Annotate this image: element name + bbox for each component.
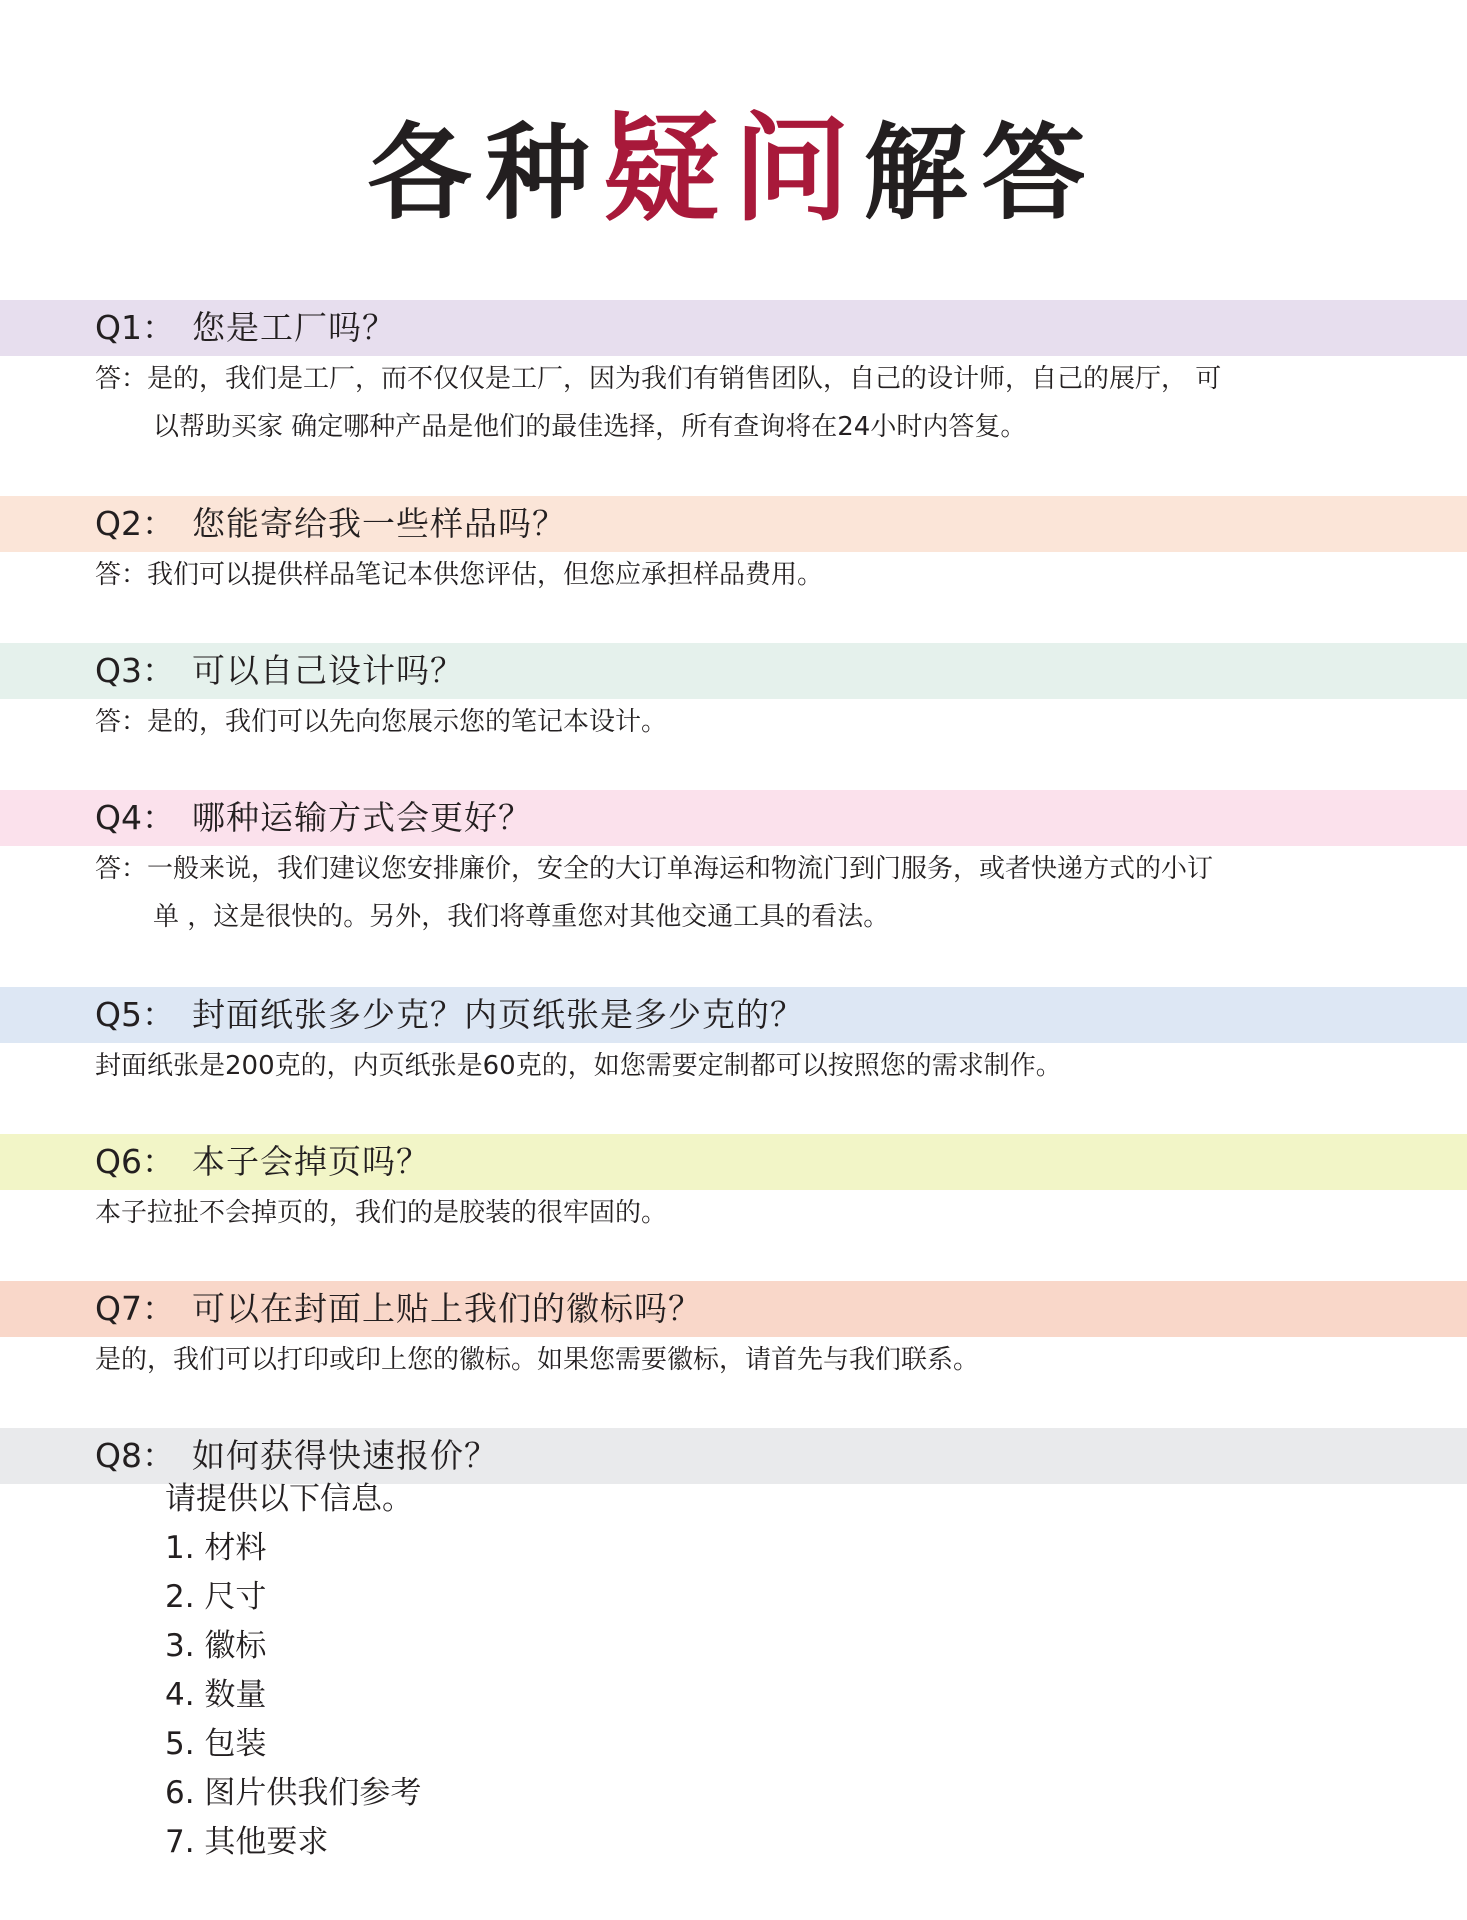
- list-item: 5. 包装: [165, 1726, 267, 1762]
- quote-info-list: [165, 1475, 421, 1867]
- list-item: 3. 徽标: [165, 1628, 267, 1664]
- faq-answer-q7: [95, 1336, 1375, 1384]
- title-part1: 各种: [367, 112, 604, 234]
- question-number: Q1：: [95, 308, 175, 347]
- faq-question-bar-q2: [0, 496, 1467, 552]
- question-number: Q7：: [95, 1289, 175, 1328]
- answer-line: 本子拉扯不会掉页的，我们的是胶装的很牢固的。: [95, 1198, 668, 1228]
- page-title: [0, 100, 1467, 243]
- list-item: 7. 其他要求: [165, 1824, 329, 1860]
- faq-question-bar-q3: [0, 643, 1467, 699]
- faq-answer-q2: [95, 551, 1375, 599]
- list-intro: 请提供以下信息。: [165, 1481, 413, 1517]
- question-number: Q6：: [95, 1142, 175, 1181]
- faq-question-bar-q4: [0, 790, 1467, 846]
- answer-line: 答：是的，我们可以先向您展示您的笔记本设计。: [95, 707, 668, 737]
- title-part2: 解答: [863, 112, 1100, 234]
- question-text: 可以在封面上贴上我们的徽标吗？: [192, 1289, 702, 1328]
- question-text: 您是工厂吗？: [192, 308, 396, 347]
- list-item: 6. 图片供我们参考: [165, 1775, 422, 1811]
- faq-answer-q4: [95, 845, 1375, 941]
- faq-question-bar-q1: [0, 300, 1467, 356]
- question-text: 封面纸张多少克？内页纸张是多少克的？: [192, 995, 804, 1034]
- faq-answer-q1: [95, 355, 1375, 451]
- question-number: Q2：: [95, 504, 175, 543]
- answer-line: 是的，我们可以打印或印上您的徽标。如果您需要徽标，请首先与我们联系。: [95, 1345, 980, 1375]
- answer-line: 单 ，这是很快的。另外，我们将尊重您对其他交通工具的看法。: [153, 902, 890, 932]
- answer-line: 答：我们可以提供样品笔记本供您评估，但您应承担样品费用。: [95, 560, 824, 590]
- question-number: Q3：: [95, 651, 175, 690]
- question-text: 哪种运输方式会更好？: [192, 798, 532, 837]
- question-text: 您能寄给我一些样品吗？: [192, 504, 566, 543]
- faq-question-bar-q5: [0, 987, 1467, 1043]
- faq-question-bar-q7: [0, 1281, 1467, 1337]
- faq-answer-q3: [95, 698, 1375, 746]
- faq-answer-q6: [95, 1189, 1375, 1237]
- question-text: 本子会掉页吗？: [192, 1142, 430, 1181]
- question-number: Q8：: [95, 1436, 175, 1475]
- list-item: 4. 数量: [165, 1677, 267, 1713]
- list-item: 1. 材料: [165, 1530, 267, 1566]
- faq-question-bar-q6: [0, 1134, 1467, 1190]
- question-number: Q4：: [95, 798, 175, 837]
- answer-line: 答：是的，我们是工厂，而不仅仅是工厂，因为我们有销售团队，自己的设计师，自己的展厅， 可: [95, 364, 1222, 394]
- question-text: 可以自己设计吗？: [192, 651, 464, 690]
- title-highlight: 疑问: [603, 102, 864, 237]
- list-item: 2. 尺寸: [165, 1579, 267, 1615]
- answer-line: 以帮助买家 确定哪种产品是他们的最佳选择，所有查询将在24小时内答复。: [153, 412, 1027, 442]
- question-text: 如何获得快速报价？: [192, 1436, 498, 1475]
- faq-answer-q5: [95, 1042, 1375, 1090]
- answer-line: 答：一般来说，我们建议您安排廉价，安全的大订单海运和物流门到门服务，或者快递方式的小订: [95, 854, 1214, 884]
- question-number: Q5：: [95, 995, 175, 1034]
- answer-line: 封面纸张是200克的，内页纸张是60克的，如您需要定制都可以按照您的需求制作。: [95, 1051, 1062, 1081]
